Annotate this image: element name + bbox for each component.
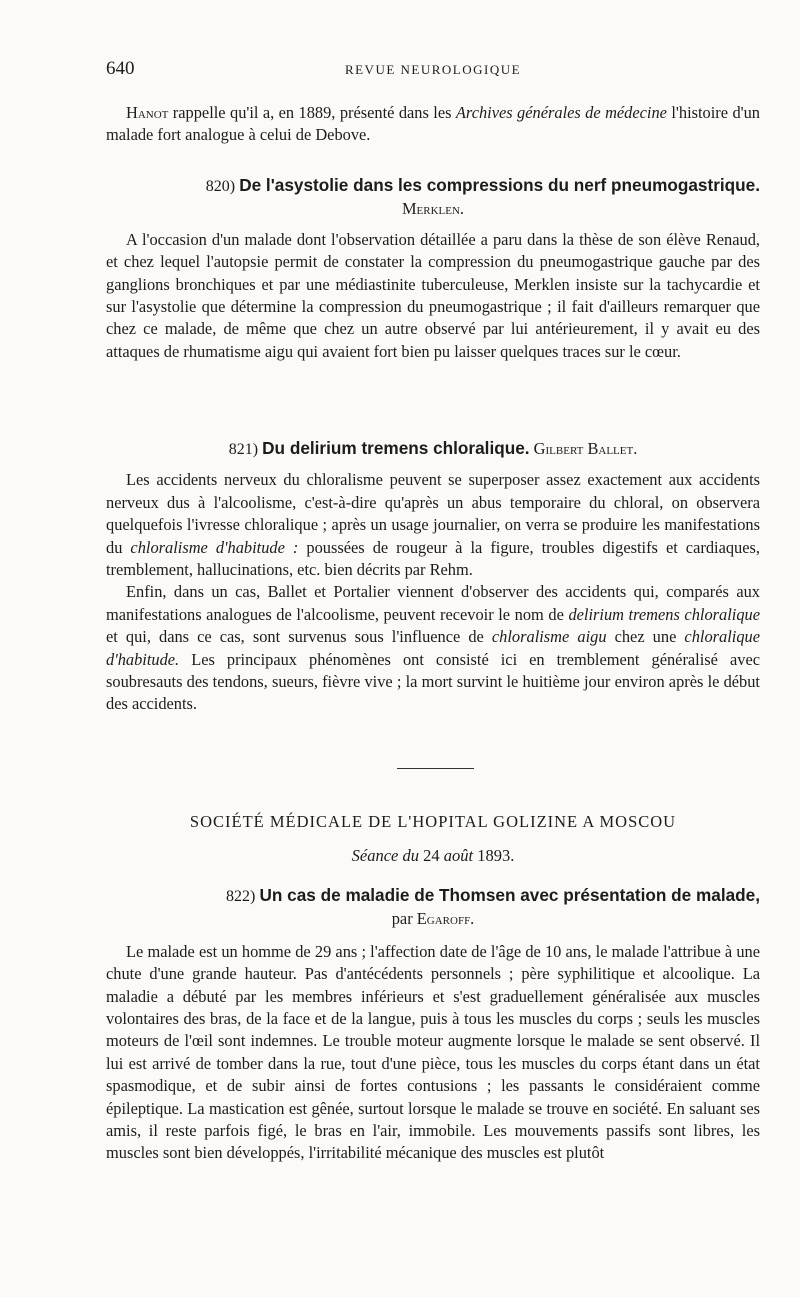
article-820 xyxy=(106,174,760,363)
seance-date xyxy=(106,846,760,866)
article-number: 822) xyxy=(226,888,256,905)
intro-text: rappelle qu'il a, en 1889, présenté dans les xyxy=(168,103,456,122)
article-author: Gilbert Ballet. xyxy=(533,439,638,458)
text-run: Les principaux phénomènes ont consisté ici en tremblement généralisé avec soubresauts des tendons, sueurs, fièvre vive ; la mort survint le huitième jour environ après le début des accidents. xyxy=(106,649,760,714)
article-body: A l'occasion d'un malade dont l'observation détaillée a paru dans la thèse de son élève Renaud, et chez lequel l'autopsie permit de constater la compression du pneumogastrique gauche par des ganglions bronchiques et par une médiastinite tuberculeuse, Merklen insiste sur la tachycardie et sur l'asystolie que détermine la compression du pneumogastrique ; il fait d'ailleurs remarquer que chez ce malade, de même que chez un autre observé par lui antérieurement, il y avait eu des attaques de rhumatisme aigu qui avaient fort bien pu laisser quelques traces sur le cœur. xyxy=(106,229,760,361)
intro-author: Hanot xyxy=(126,103,169,122)
seance-month: août xyxy=(443,846,474,865)
article-paragraph-2 xyxy=(106,581,760,715)
running-title: REVUE NEUROLOGIQUE xyxy=(344,62,522,77)
seance-day: 24 xyxy=(423,846,440,865)
article-title: De l'asystolie dans les compressions du nerf pneumogastrique. xyxy=(239,175,760,195)
italic-term: chloralisme aigu xyxy=(491,627,607,647)
article-820-heading xyxy=(106,174,760,198)
article-number: 821) xyxy=(228,441,259,458)
intro-paragraph xyxy=(106,102,760,147)
page-number: 640 xyxy=(106,58,135,79)
author-prefix: par xyxy=(391,909,413,929)
article-822-heading xyxy=(106,884,760,908)
article-title: Un cas de maladie de Thomsen avec présentation de malade, xyxy=(259,885,760,905)
article-822 xyxy=(106,884,760,1165)
seance-prefix: Séance du xyxy=(351,846,419,865)
section-divider xyxy=(397,768,474,769)
italic-term: chloralisme d'habitude : xyxy=(130,537,299,557)
article-821-heading xyxy=(106,437,760,461)
seance-year: 1893. xyxy=(477,846,515,865)
journal-title: Archives générales de médecine xyxy=(455,103,667,122)
italic-term: chloralique d'habitude. xyxy=(106,627,760,669)
intro-text-end: l'histoire d'un malade fort analogue à celui de Debove. xyxy=(106,103,760,145)
text-run: Enfin, dans un cas, Ballet et Portalier viennent d'observer des accidents qui, comparés aux manifestations analogues de l'alcoolisme, peuvent recevoir le nom de xyxy=(106,582,760,624)
article-title: Du delirium tremens chloralique. xyxy=(262,438,530,458)
text-run: chez une xyxy=(606,627,685,647)
text-run: Les accidents nerveux du chloralisme peuvent se superposer assez exactement aux accidents nerveux dus à l'alcoolisme, c'est-à-dire qu'après un abus temporaire du chloral, on observera quelquefois l'ivresse chloralique ; après un usage journalier, on verra se produire les manifestations du xyxy=(106,470,760,557)
text-run: et qui, dans ce cas, sont survenus sous l'influence de xyxy=(106,627,492,647)
article-author xyxy=(106,908,760,930)
society-title: SOCIÉTÉ MÉDICALE DE L'HOPITAL GOLIZINE A MOSCOU xyxy=(189,812,677,831)
text-run: poussées de rougeur à la figure, troubles digestifs et cardiaques, tremblement, hallucinations, etc. bien décrits par Rehm. xyxy=(106,537,760,580)
author-name: Egaroff. xyxy=(416,909,475,929)
article-body: Le malade est un homme de 29 ans ; l'affection date de l'âge de 10 ans, le malade l'attribue à une chute d'une grande hauteur. Pas d'antécédents personnels ; père syphilitique et alcoolique. La maladie a débuté par les membres inférieurs et s'est graduellement généralisée aux muscles volontaires des bras, de la face et de la langue, puis à tous les muscles du corps ; seuls les muscles moteurs de l'œil sont indemnes. Le trouble moteur augmente lorsque le malade se sent observé. Il lui est arrivé de tomber dans la rue, tout d'une pièce, tous les muscles du corps étant dans un état spasmodique, et de subir ainsi de fortes contusions ; les passants le considéraient comme épileptique. La mastication est gênée, surtout lorsque le malade se trouve en société. En saluant ses amis, il reste parfois figé, le bras en l'air, immobile. Les mouvements passifs sont libres, les muscles sont bien développés, l'irritabilité mécanique des muscles est plutôt xyxy=(106,941,760,1163)
article-author: Merklen. xyxy=(401,199,465,219)
article-821 xyxy=(106,437,760,716)
article-paragraph-1 xyxy=(106,469,760,581)
article-number: 820) xyxy=(205,178,236,195)
page-header xyxy=(106,58,760,88)
italic-term: delirium tremens chloralique xyxy=(568,604,760,624)
